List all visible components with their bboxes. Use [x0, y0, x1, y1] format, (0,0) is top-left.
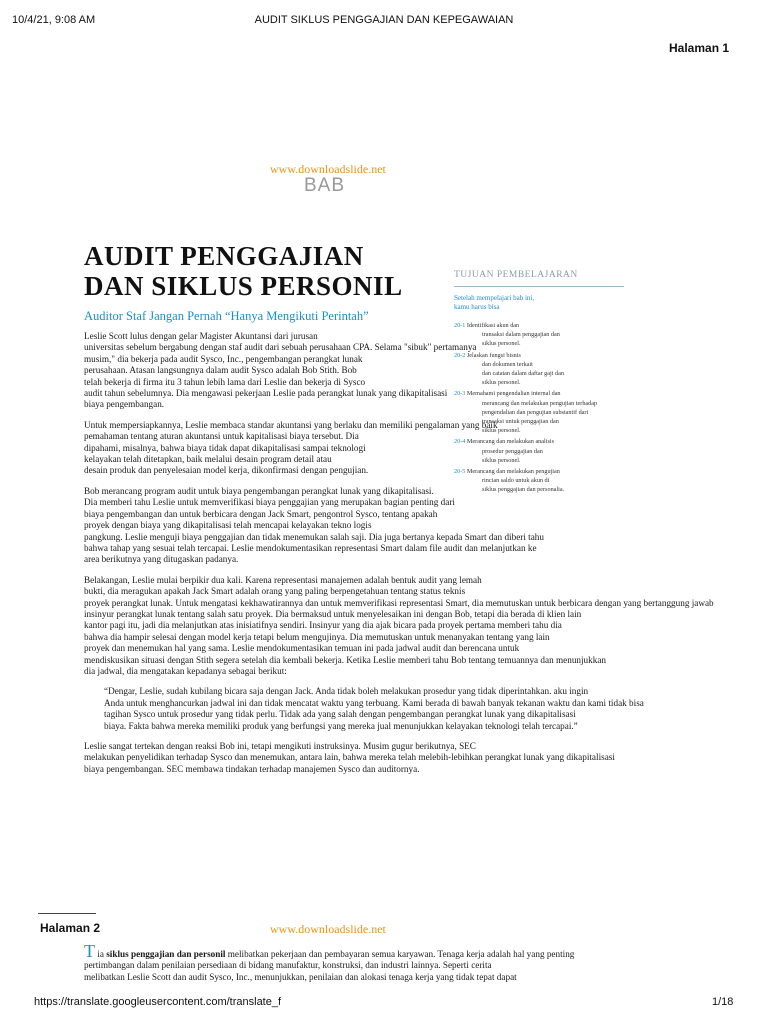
quote-line: tagihan Sysco untuk prosedur yang tidak perlu. Tidak ada yang salah dengan pengembangan perangkat lunak yang dikapitalisasi	[104, 709, 576, 720]
story-line: kelayakan telah ditetapkan, baik melalui desain program detail atau	[84, 454, 332, 465]
story-line: proyek dan menemukan hal yang sama. Leslie mendokumentasikan temuan ini pada jadwal audit dan berencana untuk	[84, 643, 520, 654]
story-line: proyek perangkat lunak. Untuk mengatasi kekhawatirannya dan untuk memverifikasi representasi Smart, dia memutuskan untuk berbicara dengan yang bertanggung jawab	[84, 597, 714, 608]
page-1-watermark[interactable]: www.downloadslide.net	[270, 162, 386, 176]
story-line: Leslie Scott lulus dengan gelar Magister Akuntansi dari jurusan	[84, 331, 318, 341]
objective-text: merancang dan melakukan pengujian terhadap	[482, 399, 598, 407]
story-line: dia jadwal, dia mengatakan kepadanya sebagai berikut:	[84, 665, 287, 676]
page-url[interactable]: https://translate.googleusercontent.com/translate_f	[34, 996, 287, 1008]
intro-line: melibatkan Leslie Scott dan audit Sysco, Inc., menunjukkan, penilaian dan alokasi tenaga kerja yang tidak tepat dapat	[84, 971, 517, 982]
objective-number: 20-2	[454, 351, 466, 359]
objective-text: Merancang dan melakukan pengujian	[466, 468, 560, 476]
story-line: Belakangan, Leslie mulai berpikir dua kali. Karena representasi manajemen adalah bentuk audit yang lemah	[84, 574, 482, 585]
story-line: melakukan penyelidikan terhadap Sysco dan menemukan, antara lain, bahwa mereka telah melebih-lebihkan perangkat lunak yang dikapitalisasi	[84, 752, 615, 763]
intro-line: melibatkan pekerjaan dan pembayaran semua karyawan. Tenaga kerja adalah hal yang penting	[227, 949, 575, 959]
story-line: perusahaan. Atasan langsungnya dalam audit Sysco adalah Bob Stith. Bob	[84, 365, 357, 376]
story-line: desain produk dan penyelesaian model kerja, dikonfirmasi dengan pengujian.	[84, 465, 369, 476]
story-line: universitas sebelum bergabung dengan staf audit dari sebuah perusahaan CPA. Selama "sibuk" pertamanya	[84, 342, 477, 353]
objective-text: Merancang dan melakukan analisis	[466, 438, 554, 446]
story-line: Dia memberi tahu Leslie untuk memverifikasi biaya penggajian yang merupakan bagian penting dari	[84, 497, 455, 508]
objective-text: prosedur penggajian dan	[482, 447, 543, 455]
story-line: bahwa dia hampir selesai dengan model kerja tetapi belum mengujinya. Dia memutuskan untuk menanyakan tentang yang lain	[84, 631, 550, 642]
story-paragraph	[84, 741, 704, 775]
quote-line: Anda untuk menghancurkan jadwal ini dan tidak mencatat waktu yang terbuang. Kami berada di bawah banyak tekanan waktu dan kami tidak bisa	[104, 697, 644, 708]
objective-text: dan catatan dalam daftar gaji dan	[482, 370, 564, 378]
story-line: Bob merancang program audit untuk biaya pengembangan perangkat lunak yang dikapitalisasi.	[84, 485, 434, 496]
objective-number: 20-5	[454, 468, 466, 476]
story-line: kantor pagi itu, jadi dia melanjutkan atas inisiatifnya sendiri. Insinyur yang dia ajak bicara pada proyek pertama memberi tahu dia	[84, 620, 562, 631]
story-line: area berikutnya yang ditugaskan padanya.	[84, 554, 239, 565]
story-subtitle: Auditor Staf Jangan Pernah “Hanya Mengikuti Perintah”	[84, 309, 369, 323]
story-line: biaya pengembangan.	[84, 399, 165, 410]
objective-number: 20-1	[454, 322, 466, 329]
story-line: mendiskusikan situasi dengan Stith segera setelah dia kembali bekerja. Ketika Leslie memberi tahu Bob tentang temuannya dan menunjukkan	[84, 654, 607, 665]
story-line: Leslie sangat tertekan dengan reaksi Bob ini, tetapi mengikuti instruksinya. Musim gugur berikutnya, SEC	[84, 741, 476, 751]
objective-text: Memahami pengendalian internal dan	[466, 390, 561, 398]
objective-text: Identifikasi akun dan	[466, 322, 520, 329]
objective-text: transaksi untuk penggajian dan	[482, 418, 559, 426]
story-paragraph	[84, 331, 704, 411]
objective-text: dan dokumen terkait	[482, 360, 533, 368]
story-line: dipahami, misalnya, bahwa biaya tidak dapat dikapitalisasi sampai teknologi	[84, 442, 366, 453]
print-datetime: 10/4/21, 9:08 AM	[12, 14, 96, 26]
story-line: audit tahun sebelumnya. Dia mengawasi pekerjaan Leslie pada perangkat lunak yang dikapitalisasi	[84, 388, 448, 399]
story-line: bahwa tahap yang sesuai telah tercapai. Leslie mendokumentasikan representasi Smart dalam file audit dan melanjutkan ke	[84, 542, 537, 553]
learning-objectives-title: TUJUAN PEMBELAJARAN	[454, 270, 578, 280]
page-2-rule	[38, 913, 96, 914]
objective-text: siklus personel.	[482, 427, 521, 435]
page-2-label: Halaman 2	[40, 921, 101, 935]
story-paragraph	[84, 486, 704, 566]
story-line: biaya pengembangan. SEC membawa tindakan terhadap manajemen Sysco dan auditornya.	[84, 763, 420, 774]
story-quote	[84, 686, 704, 732]
story-line: pangkung. Leslie menguji biaya penggajian dan tidak menemukan salah saji. Dia juga bertanya kepada Smart dan diberi tahu	[84, 531, 544, 542]
objective-text: siklus personel.	[482, 456, 521, 464]
chapter-label: BAB	[304, 175, 346, 196]
story-line: bukti, dia meragukan apakah Jack Smart adalah orang yang paling berpengetahuan tentang status teknis	[84, 586, 466, 597]
intro-key-term: siklus penggajian dan personil	[106, 949, 226, 959]
page-1-label: Halaman 1	[669, 41, 730, 55]
story-line: biaya pengembangan dan untuk berbicara dengan Jack Smart, pengontrol Sysco, tentang apakah	[84, 508, 438, 519]
quote-line: “Dengar, Leslie, sudah kubilang bicara saja dengan Jack. Anda tidak boleh melakukan prosedur yang tidak diperintahkan. aku ingin	[104, 686, 589, 697]
story-paragraph	[84, 420, 704, 477]
story-line: pemahaman tentang aturan akuntansi untuk kapitalisasi biaya tersebut. Dia	[84, 431, 359, 442]
story-line: musim," dia bekerja pada audit Sysco, Inc., pengembangan perangkat lunak	[84, 353, 363, 364]
objective-text: pengendalian dan pengujian substantif dari	[482, 408, 589, 416]
learning-objectives-intro	[454, 294, 624, 312]
intro-line-2: kamu harus bisa	[454, 303, 500, 311]
document-title: AUDIT SIKLUS PENGGAJIAN DAN KEPEGAWAIAN	[254, 14, 514, 26]
chapter-title-line-1: AUDIT PENGGAJIAN	[84, 241, 364, 271]
story-line: telah bekerja di firma itu 3 tahun lebih lama dari Leslie dan bekerja di Sysco	[84, 376, 366, 387]
story-body	[84, 331, 714, 784]
drop-cap: T	[84, 941, 95, 961]
objective-number: 20-4	[454, 438, 466, 446]
story-line: insinyur perangkat lunak tentang salah satu proyek. Dia bermaksud untuk menyelesaikan ini dengan Bob, tetapi dia berada di klien lain	[84, 608, 582, 619]
page-2-watermark[interactable]: www.downloadslide.net	[270, 922, 386, 936]
story-line: proyek dengan biaya yang dikapitalisasi telah mencapai kelayakan tekno logis	[84, 520, 372, 531]
intro-line: pertimbangan dalam penilaian persediaan di bidang manufaktur, konstruksi, dan industri lainnya. Seperti cerita	[84, 960, 492, 971]
chapter-title-line-2: DAN SIKLUS PERSONIL	[84, 271, 403, 301]
objective-text: Jelaskan fungsi bisnis	[466, 351, 521, 359]
intro-line-1: Setelah mempelajari bab ini,	[454, 294, 535, 302]
story-paragraph	[84, 574, 714, 678]
objective-text: rincian saldo untuk akun di	[482, 477, 550, 485]
objective-text: transaksi dalam penggajian dan	[482, 331, 560, 339]
chapter-title	[84, 241, 403, 301]
page-2-body	[84, 941, 704, 983]
learning-objectives-divider	[454, 286, 624, 287]
objective-text: siklus penggajian dan personalia.	[482, 486, 565, 494]
objective-text: siklus personel.	[482, 379, 521, 387]
intro-first-word: ia	[97, 949, 104, 959]
page-counter: 1/18	[712, 996, 734, 1008]
quote-line: biaya. Fakta bahwa mereka memiliki produk yang berfungsi yang mereka jual menunjukkan kelayakan teknologi telah tercapai.”	[104, 720, 578, 731]
story-line: Untuk mempersiapkannya, Leslie membaca standar akuntansi yang berlaku dan memiliki pengalaman yang baik	[84, 419, 498, 430]
objective-number: 20-3	[454, 390, 466, 398]
objective-text: siklus personel.	[482, 340, 521, 348]
